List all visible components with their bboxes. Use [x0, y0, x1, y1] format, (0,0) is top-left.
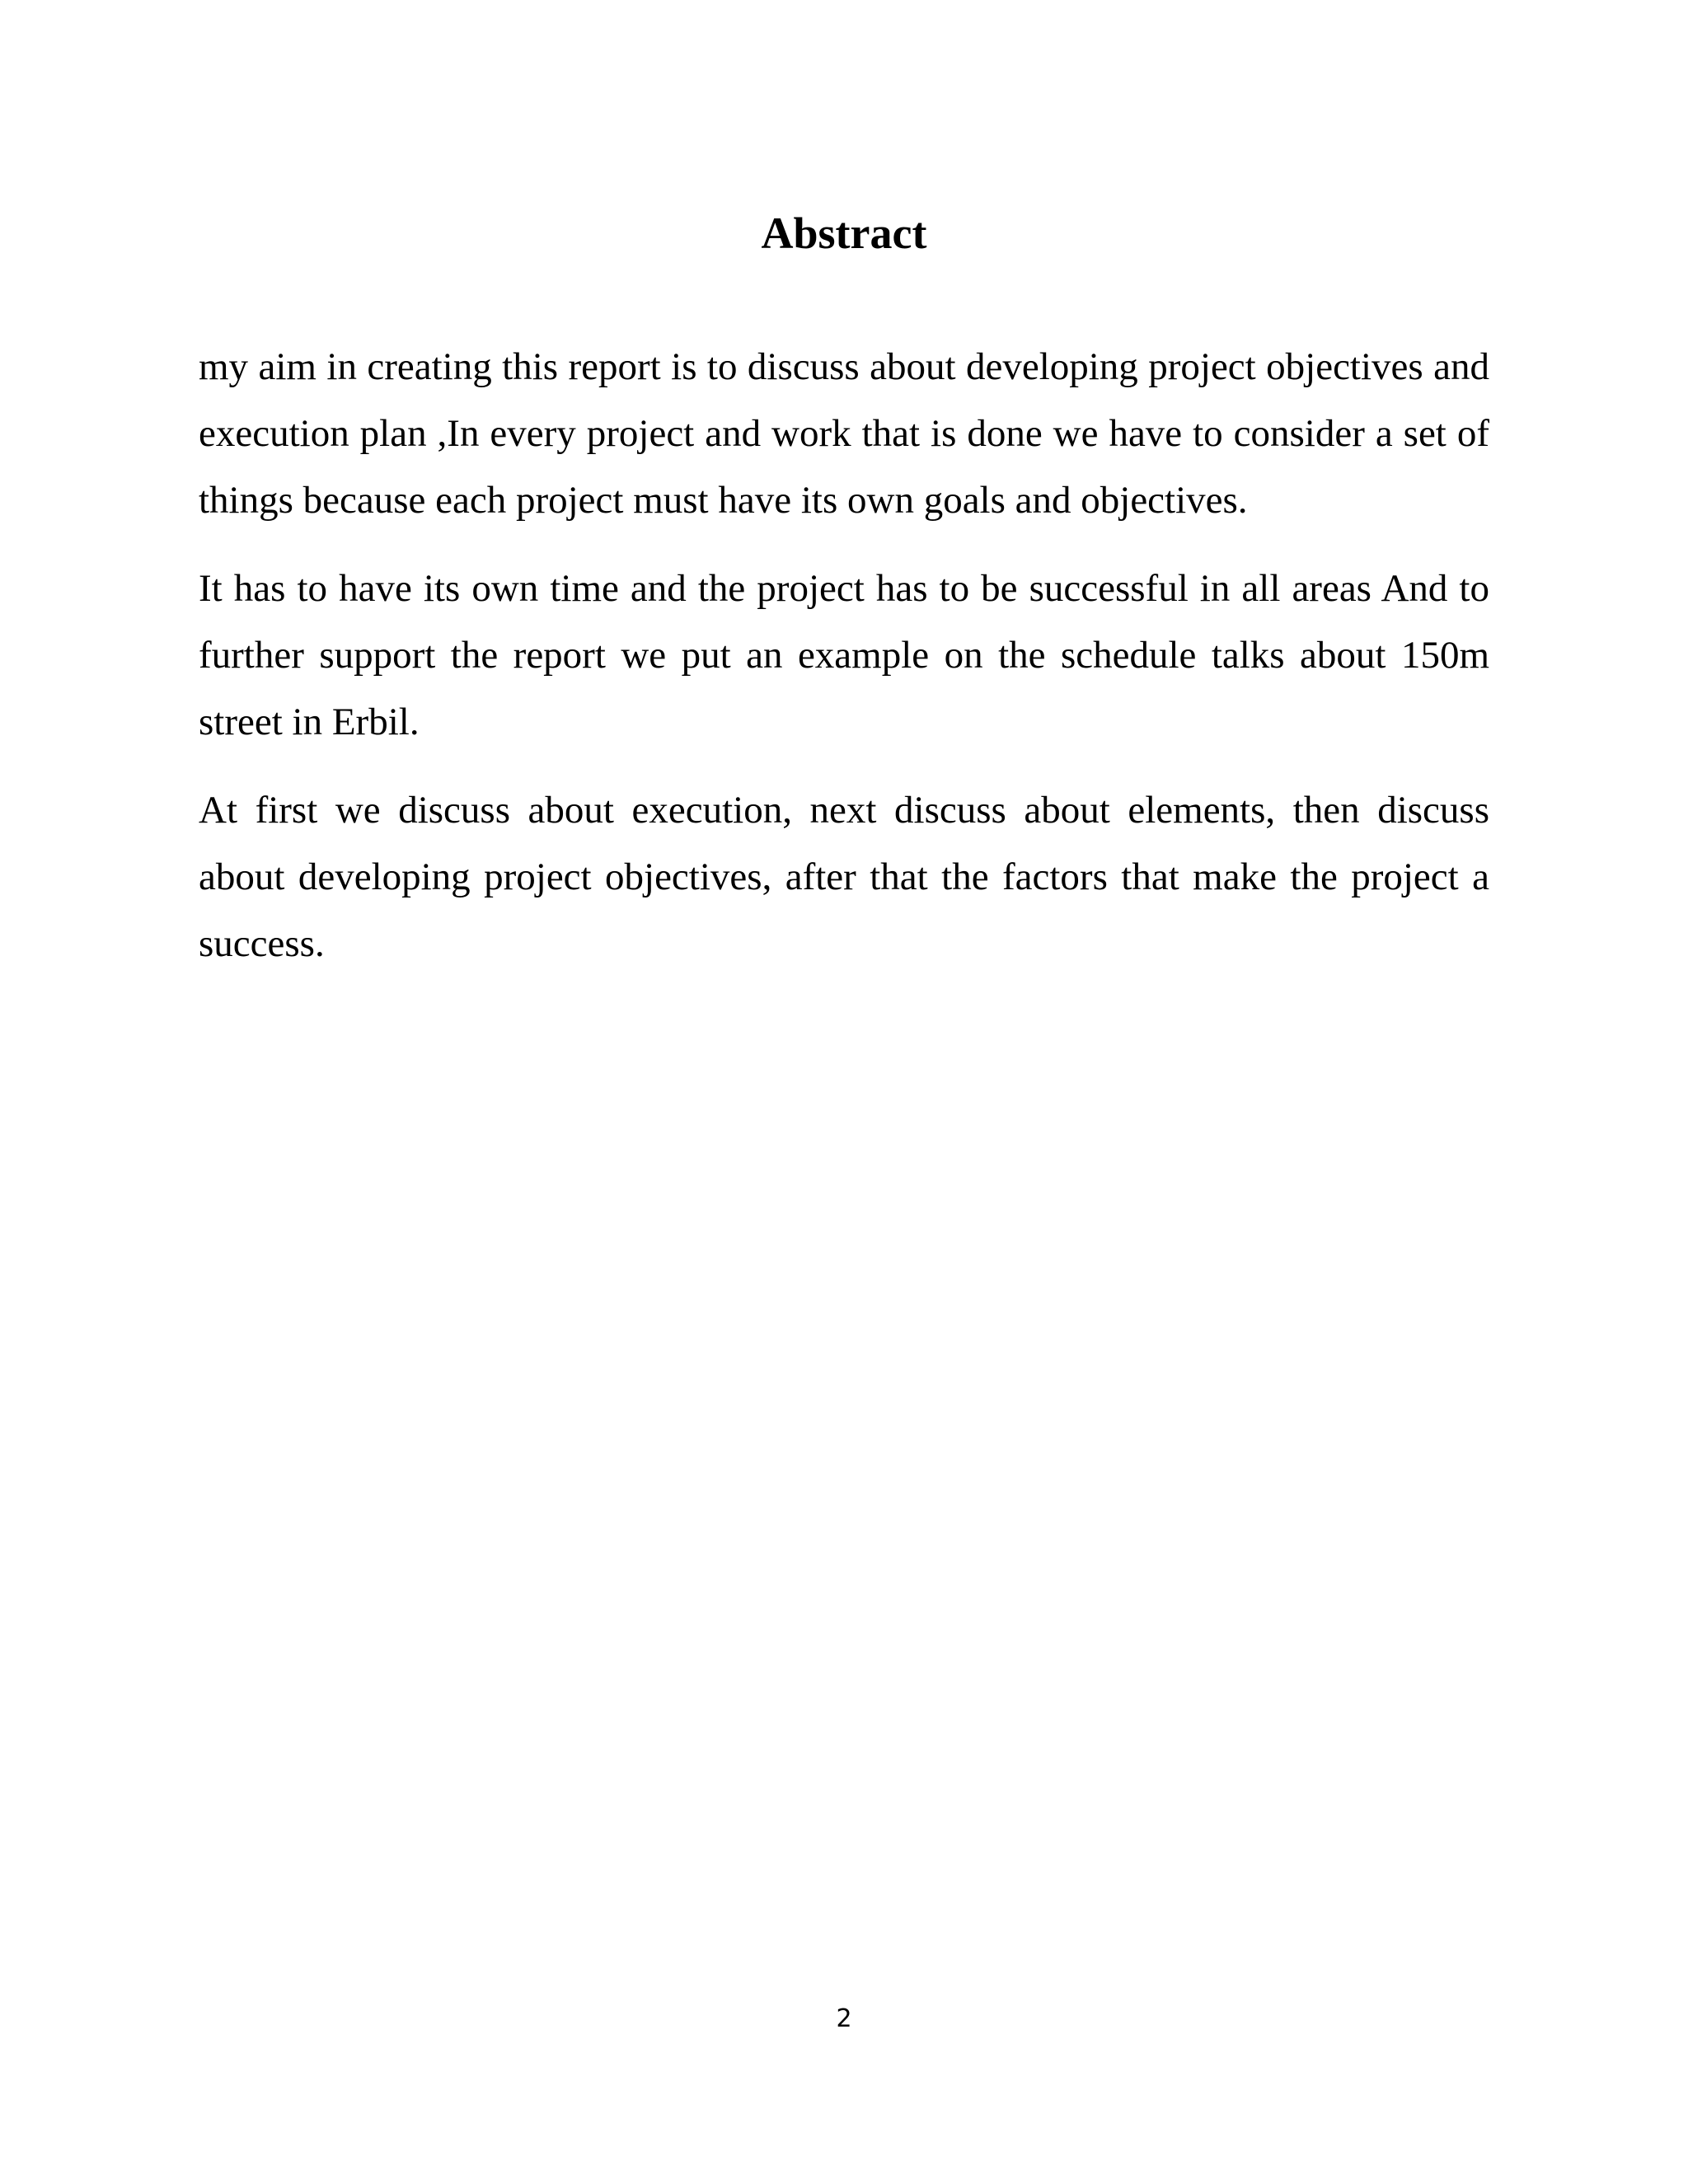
- abstract-body: [199, 334, 1489, 999]
- page-number: 2: [836, 2004, 852, 2033]
- abstract-paragraph-3: At first we discuss about execution, next discuss about elements, then discuss about developing project objectives, after that the factors that make the project a success.: [199, 789, 1489, 965]
- page-title: Abstract: [761, 209, 927, 258]
- abstract-paragraph-1: my aim in creating this report is to discuss about developing project objectives and execution plan ,In every project and work that is done we have to consider a set of things because each project must have its own goals and objectives.: [199, 345, 1489, 522]
- abstract-paragraph-2: It has to have its own time and the project has to be successful in all areas And to further support the report we put an example on the schedule talks about 150m street in Erbil.: [199, 567, 1489, 743]
